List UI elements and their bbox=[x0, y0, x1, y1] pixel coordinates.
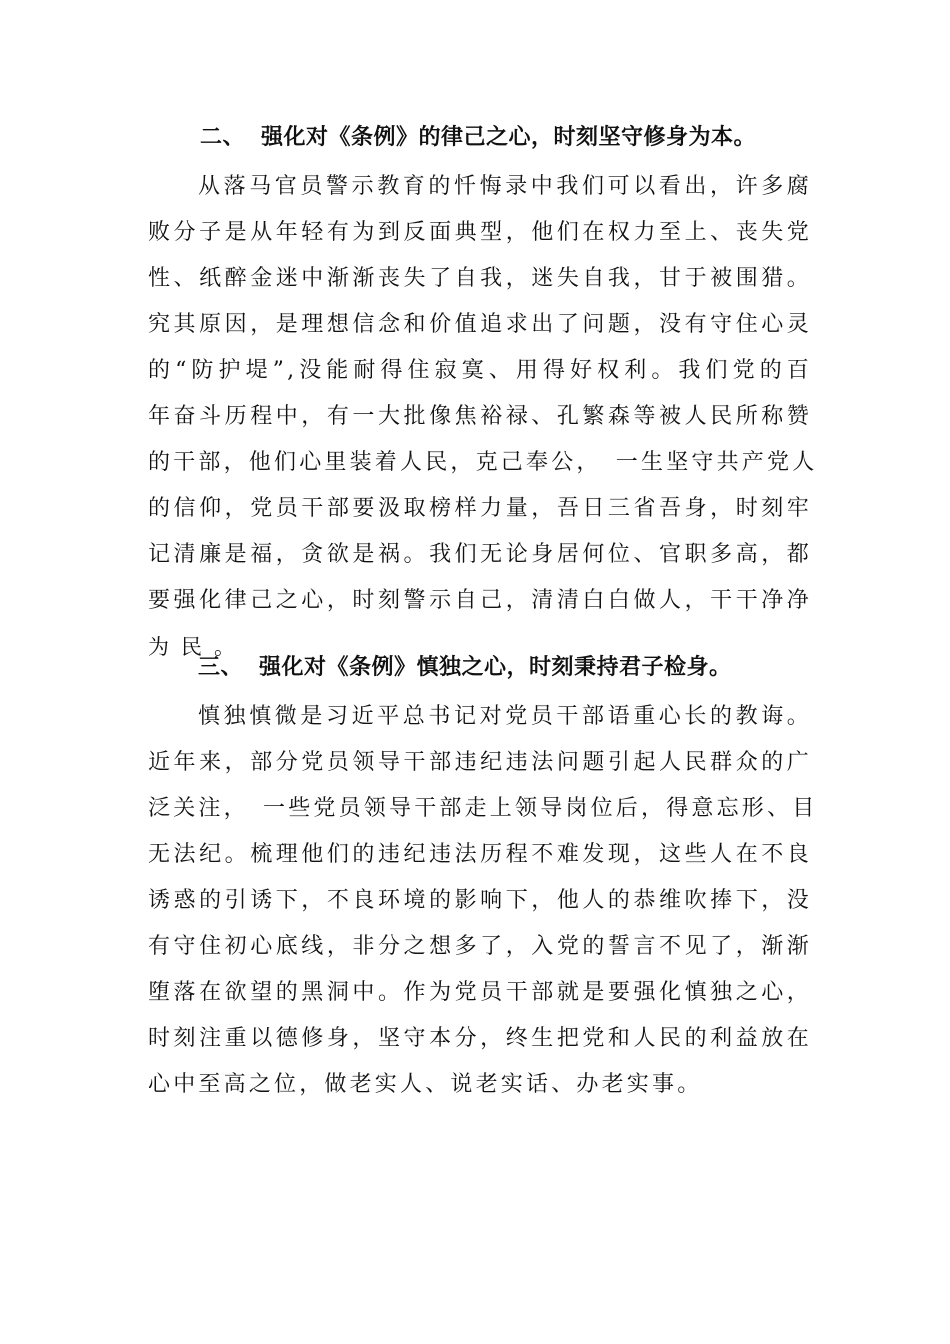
paragraph-line: 要强化律己之心，时刻警示自己，清清白白做人，干干净净 bbox=[148, 588, 812, 613]
paragraph-line: 记清廉是福，贪欲是祸。我们无论身居何位、官职多高，都 bbox=[148, 542, 812, 567]
paragraph-line: 败分子是从年轻有为到反面典型，他们在权力至上、丧失党 bbox=[148, 220, 812, 245]
paragraph-line: 泛关注， 一些党员领导干部走上领导岗位后，得意忘形、目 bbox=[148, 796, 818, 821]
paragraph-line: 近年来，部分党员领导干部违纪违法问题引起人民群众的广 bbox=[148, 750, 812, 775]
paragraph-line: 堕落在欲望的黑洞中。作为党员干部就是要强化慎独之心， bbox=[148, 980, 812, 1005]
section-2-title: 强化对《条例》的律己之心，时刻坚守修身为本。 bbox=[261, 125, 757, 150]
paragraph-line: 时刻注重以德修身，坚守本分，终生把党和人民的利益放在 bbox=[148, 1026, 812, 1051]
paragraph-line: 慎独慎微是习近平总书记对党员干部语重心长的教诲。 bbox=[198, 704, 812, 729]
paragraph-line: 无法纪。梳理他们的违纪违法历程不难发现，这些人在不良 bbox=[148, 842, 812, 867]
paragraph-line: 为民。 bbox=[148, 635, 247, 659]
paragraph-line: 从落马官员警示教育的忏悔录中我们可以看出，许多腐 bbox=[198, 174, 812, 199]
paragraph-line: 性、纸醉金迷中渐渐丧失了自我，迷失自我，甘于被围猎。 bbox=[148, 266, 812, 291]
section-2-heading bbox=[148, 123, 828, 153]
paragraph-line: 心中至高之位，做老实人、说老实话、办老实事。 bbox=[148, 1072, 703, 1097]
paragraph-line: 的“防护堤”,没能耐得住寂寞、用得好权利。我们党的百 bbox=[148, 358, 812, 383]
paragraph-line: 的信仰，党员干部要汲取榜样力量，吾日三省吾身，时刻牢 bbox=[148, 496, 812, 521]
section-3-heading bbox=[148, 653, 828, 683]
paragraph-line: 年奋斗历程中，有一大批像焦裕禄、孔繁森等被人民所称赞 bbox=[148, 404, 812, 429]
section-2-number: 二、 bbox=[200, 125, 246, 150]
paragraph-line: 诱惑的引诱下，不良环境的影响下，他人的恭维吹捧下，没 bbox=[148, 888, 812, 913]
paragraph-line: 有守住初心底线，非分之想多了，入党的誓言不见了，渐渐 bbox=[148, 934, 812, 959]
section-3-title: 强化对《条例》慎独之心，时刻秉持君子检身。 bbox=[259, 655, 732, 680]
section-3-paragraph bbox=[148, 694, 818, 1108]
paragraph-line: 的干部，他们心里装着人民，克己奉公， 一生坚守共产党人 bbox=[148, 450, 818, 475]
paragraph-line: 究其原因，是理想信念和价值追求出了问题，没有守住心灵 bbox=[148, 312, 812, 337]
section-2-paragraph bbox=[148, 164, 818, 670]
section-3-number: 三、 bbox=[198, 655, 244, 680]
